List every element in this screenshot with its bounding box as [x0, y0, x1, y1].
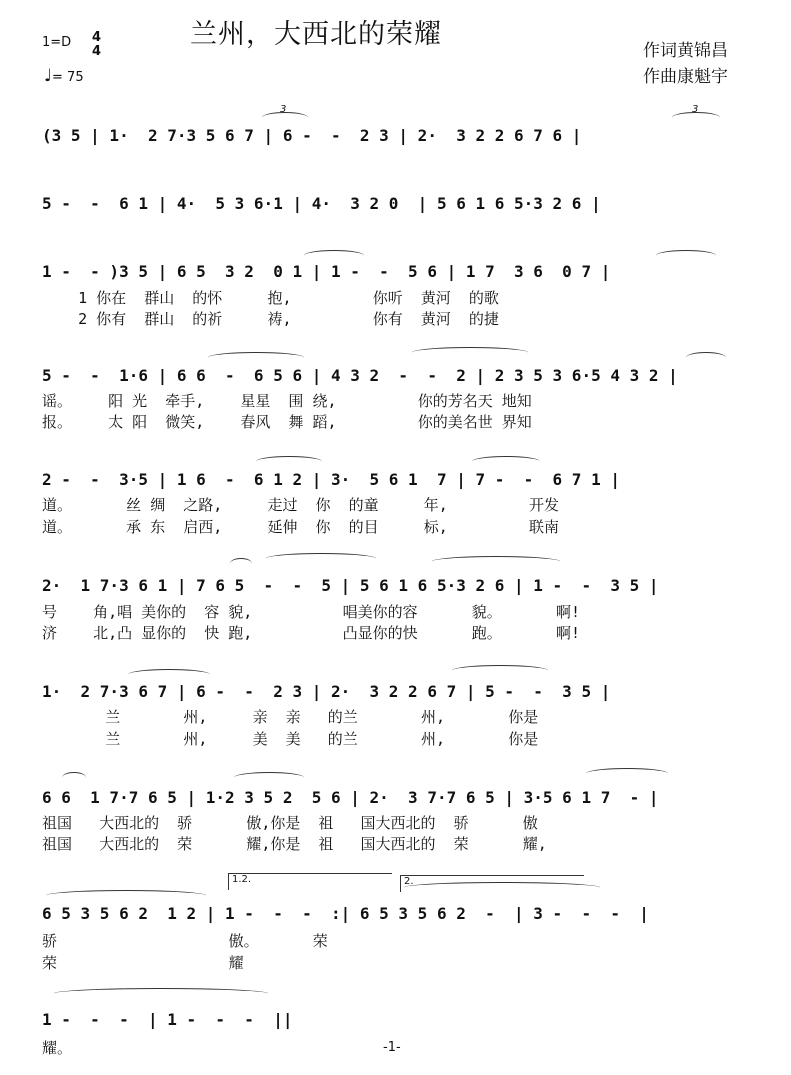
- lyric-verse-1: 号 角,唱 美你的 容 貌, 唱美你的容 貌。 啊!: [42, 603, 581, 621]
- score-system-3: [42, 256, 748, 286]
- page-number: -1-: [383, 1040, 401, 1055]
- song-title: 兰州，大西北的荣耀: [190, 19, 442, 50]
- composer-credit: 作曲康魁宇: [643, 67, 728, 87]
- slur: [472, 456, 540, 467]
- notation-line: (3 5 | 1· 2 7·3 5 6 7 | 6 - - 2 3 | 2· 3 2 2 6 7 6 |: [42, 126, 582, 145]
- lyric-verse-2: 报。 太 阳 微笑, 春风 舞 蹈, 你的美名世 界知: [42, 413, 532, 431]
- slur: [586, 768, 668, 779]
- slur: [46, 890, 206, 901]
- lyric-verse-2: 济 北,凸 显你的 快 跑, 凸显你的快 跑。 啊!: [42, 624, 581, 642]
- score-system-9: [42, 898, 748, 928]
- second-ending-label: 2.: [404, 876, 414, 887]
- slur: [262, 112, 308, 123]
- slur: [54, 988, 268, 999]
- lyric-verse-1: 兰 州, 亲 亲 的兰 州, 你是: [42, 708, 539, 726]
- quarter-note-icon: ♩: [44, 66, 53, 86]
- lyric-verse-1: 谣。 阳 光 牵手, 星星 围 绕, 你的芳名天 地知: [42, 392, 532, 410]
- first-ending-bracket: [228, 873, 392, 890]
- slur: [62, 772, 86, 783]
- score-system-2: [42, 188, 748, 218]
- first-ending-label: 1.2.: [232, 874, 252, 885]
- lyric-verse-2: 兰 州, 美 美 的兰 州, 你是: [42, 730, 539, 748]
- triplet-mark: 3: [280, 104, 287, 115]
- lyric-verse-1: 1 你在 群山 的怀 抱, 你听 黄河 的歌: [42, 289, 499, 307]
- notation-line: 6 6 1 7·7 6 5 | 1·2 3 5 2 5 6 | 2· 3 7·7 6 5 | 3·5 6 1 7 - |: [42, 788, 659, 807]
- score-system-10: [42, 1004, 748, 1034]
- notation-line: 1 - - )3 5 | 6 5 3 2 0 1 | 1 - - 5 6 | 1 7 3 6 0 7 |: [42, 262, 611, 281]
- slur: [656, 250, 716, 261]
- lyric-verse-2: 祖国 大西北的 荣 耀,你是 祖 国大西北的 荣 耀,: [42, 835, 547, 853]
- score-system-1: [42, 120, 748, 150]
- tempo-value: = 75: [52, 70, 84, 85]
- triplet-mark: 3: [692, 104, 699, 115]
- notation-line: 1· 2 7·3 6 7 | 6 - - 2 3 | 2· 3 2 2 6 7 | 5 - - 3 5 |: [42, 682, 611, 701]
- slur: [230, 558, 252, 569]
- lyric-verse-1: 耀。: [42, 1039, 73, 1057]
- slur: [234, 772, 304, 783]
- lyric-verse-1: 祖国 大西北的 骄 傲,你是 祖 国大西北的 骄 傲: [42, 814, 538, 832]
- slur: [128, 669, 210, 680]
- lyric-verse-2: 荣 耀: [42, 954, 244, 972]
- lyricist-credit: 作词黄锦昌: [643, 41, 728, 61]
- score-system-6: [42, 570, 748, 600]
- time-sig-top: 4: [92, 30, 102, 45]
- slur: [672, 112, 720, 123]
- score-system-7: [42, 676, 748, 706]
- tempo-marking: [44, 66, 84, 86]
- slur: [686, 352, 726, 363]
- slur: [412, 347, 528, 358]
- notation-line: 2 - - 3·5 | 1 6 - 6 1 2 | 3· 5 6 1 7 | 7 - - 6 7 1 |: [42, 470, 620, 489]
- notation-line: 5 - - 1·6 | 6 6 - 6 5 6 | 4 3 2 - - 2 | 2 3 5 3 6·5 4 3 2 |: [42, 366, 678, 385]
- slur: [404, 882, 600, 893]
- notation-line: 1 - - - | 1 - - - ||: [42, 1010, 293, 1029]
- slur: [266, 553, 376, 564]
- score-system-8: [42, 782, 748, 812]
- notation-line: 2· 1 7·3 6 1 | 7 6 5 - - 5 | 5 6 1 6 5·3 2 6 | 1 - - 3 5 |: [42, 576, 659, 595]
- time-signature: [92, 31, 101, 59]
- notation-line: 5 - - 6 1 | 4· 5 3 6·1 | 4· 3 2 0 | 5 6 1 6 5·3 2 6 |: [42, 194, 601, 213]
- lyric-verse-1: 道。 丝 绸 之路, 走过 你 的童 年, 开发: [42, 496, 560, 514]
- time-sig-bottom: 4: [92, 44, 102, 59]
- score-system-5: [42, 464, 748, 494]
- key-signature: 1=D: [42, 35, 72, 50]
- slur: [304, 250, 364, 261]
- slur: [432, 556, 560, 567]
- slur: [208, 352, 304, 363]
- slur: [452, 665, 548, 676]
- lyric-verse-2: 道。 承 东 启西, 延伸 你 的目 标, 联南: [42, 518, 560, 536]
- lyric-verse-1: 骄 傲。 荣: [42, 932, 328, 950]
- score-system-4: [42, 360, 748, 390]
- notation-line: 6 5 3 5 6 2 1 2 | 1 - - - :| 6 5 3 5 6 2 - | 3 - - - |: [42, 904, 649, 923]
- slur: [256, 456, 322, 467]
- lyric-verse-2: 2 你有 群山 的祈 祷, 你有 黄河 的捷: [42, 310, 499, 328]
